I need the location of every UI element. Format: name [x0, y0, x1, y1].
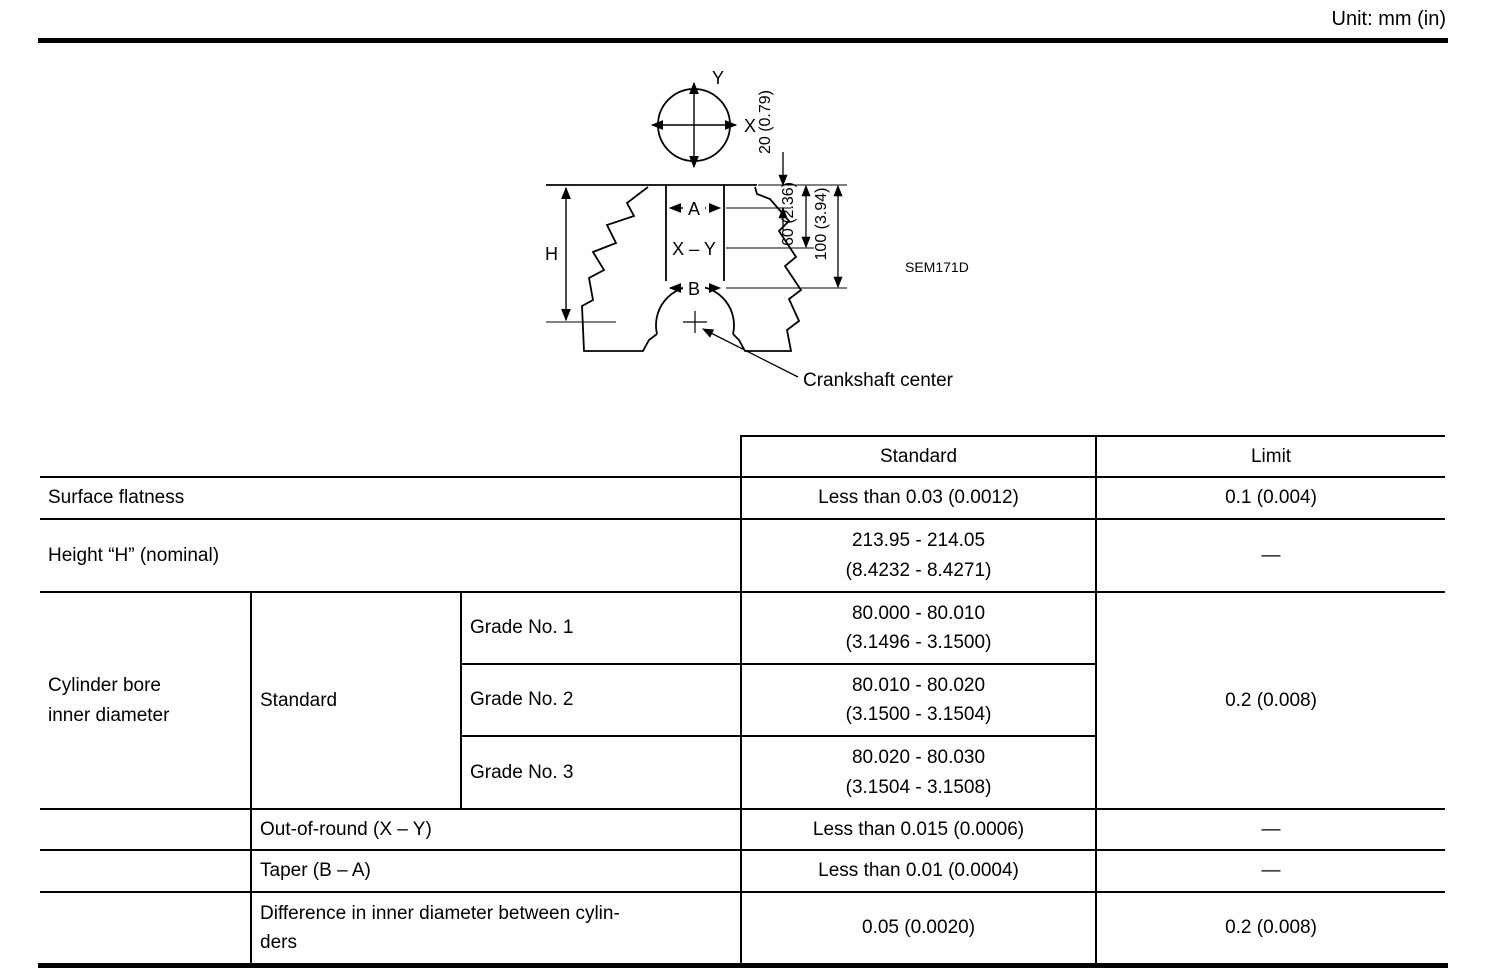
y-label: Y: [712, 68, 725, 88]
grade-1-label: Grade No. 1: [460, 593, 740, 665]
header-limit: Limit: [1095, 435, 1445, 478]
left-profile: [582, 187, 657, 351]
row-taper: [40, 851, 1445, 893]
difference-label: Difference in inner diameter between cylin- ders: [250, 893, 740, 963]
block-outline: [546, 185, 801, 351]
dim-20-label: 20 (0.79): [757, 89, 774, 155]
row-out-of-round: [40, 810, 1445, 851]
difference-limit: 0.2 (0.008): [1095, 893, 1445, 963]
unit-label: Unit: mm (in): [1331, 8, 1446, 30]
surface-flatness-standard: Less than 0.03 (0.0012): [740, 478, 1095, 520]
difference-standard: 0.05 (0.0020): [740, 893, 1095, 963]
taper-empty-cell: [40, 851, 250, 893]
row-height-h: [40, 520, 1445, 593]
height-h-label: Height “H” (nominal): [40, 520, 740, 593]
grade-2-label: Grade No. 2: [460, 665, 740, 737]
grade-3-standard: 80.020 - 80.030 (3.1504 - 3.1508): [740, 737, 1095, 810]
taper-label: Taper (B – A): [250, 851, 740, 893]
x-minus-y-label: X – Y: [672, 239, 716, 259]
figure-id: SEM171D: [905, 259, 969, 275]
surface-flatness-label: Surface flatness: [40, 478, 740, 520]
height-h-limit: —: [1095, 520, 1445, 593]
out-of-round-standard: Less than 0.015 (0.0006): [740, 810, 1095, 851]
bottom-rule: [38, 963, 1448, 968]
out-of-round-label: Out-of-round (X – Y): [250, 810, 740, 851]
header-empty-cell: [40, 435, 740, 478]
row-surface-flatness: [40, 478, 1445, 520]
row-grade-1: [40, 593, 1445, 665]
taper-standard: Less than 0.01 (0.0004): [740, 851, 1095, 893]
dim-100-label: 100 (3.94): [813, 187, 830, 261]
row-difference: [40, 893, 1445, 963]
surface-flatness-limit: 0.1 (0.004): [1095, 478, 1445, 520]
height-h-standard: 213.95 - 214.05 (8.4232 - 8.4271): [740, 520, 1095, 593]
taper-limit: —: [1095, 851, 1445, 893]
bore-circle-view: [652, 83, 736, 167]
header-standard: Standard: [740, 435, 1095, 478]
grade-1-standard: 80.000 - 80.010 (3.1496 - 3.1500): [740, 593, 1095, 665]
grade-2-standard: 80.010 - 80.020 (3.1500 - 3.1504): [740, 665, 1095, 737]
dim-60-label: 60 (2.36): [780, 181, 797, 247]
table-header-row: [40, 435, 1445, 478]
spec-table: [40, 435, 1445, 963]
out-of-round-limit: —: [1095, 810, 1445, 851]
h-label: H: [545, 244, 558, 264]
difference-empty-cell: [40, 893, 250, 963]
b-label: B: [687, 279, 701, 299]
cylinder-bore-label: Cylinder bore inner diameter: [40, 593, 250, 810]
cylinder-bore-standard-label: Standard: [250, 593, 460, 810]
out-of-round-empty-cell: [40, 810, 250, 851]
x-label: X: [744, 116, 757, 136]
grade-3-label: Grade No. 3: [460, 737, 740, 810]
crankshaft-leader-line: [703, 329, 798, 377]
crankshaft-center-label: Crankshaft center: [803, 370, 953, 391]
a-label: A: [687, 199, 701, 219]
cylinder-block-diagram: [0, 0, 1504, 432]
cylinder-bore-limit: 0.2 (0.008): [1095, 593, 1445, 810]
